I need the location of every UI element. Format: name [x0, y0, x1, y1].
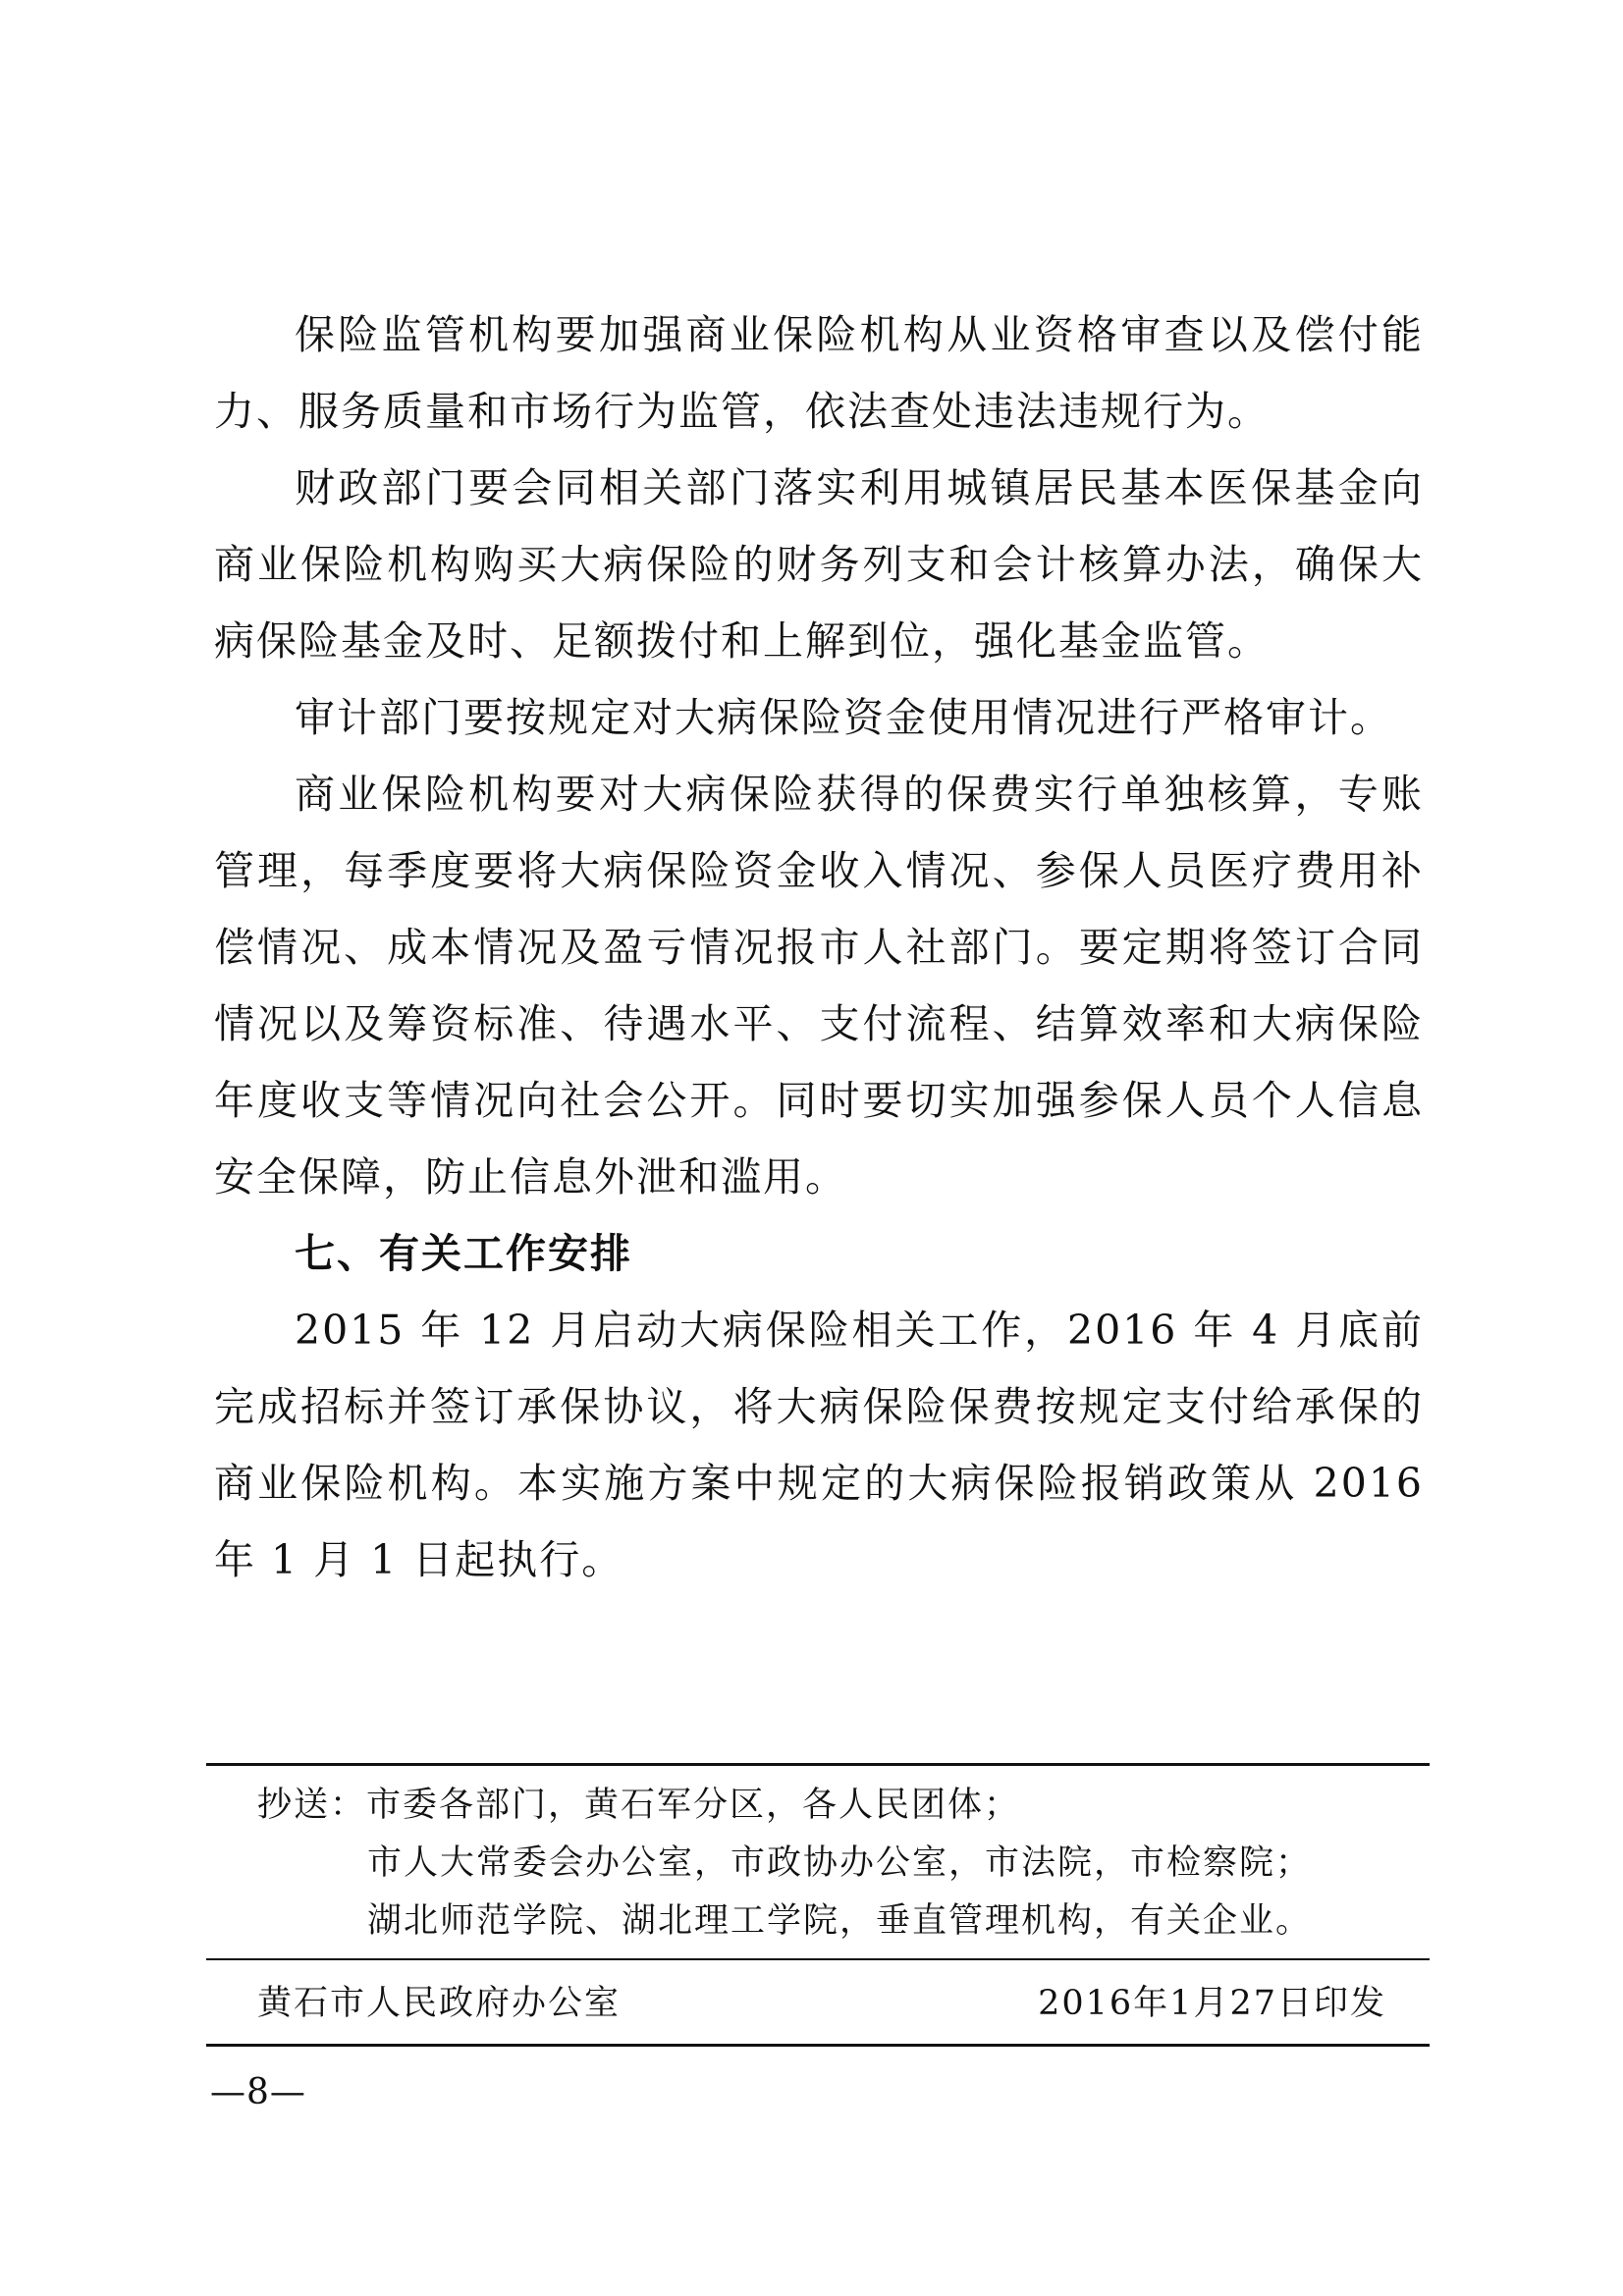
paragraph-commercial-insurers: 商业保险机构要对大病保险获得的保费实行单独核算，专账管理，每季度要将大病保险资金收入情况、参保人员医疗费用补偿情况、成本情况及盈亏情况报市人社部门。要定期将签订合同情况以及筹资标准、待遇水平、支付流程、结算效率和大病保险年度收支等情况向社会公开。同时要切实加强参保人员个人信息安全保障，防止信息外泄和滥用。	[214, 771, 1424, 1201]
paragraph-audit-department: 审计部门要按规定对大病保险资金使用情况进行严格审计。	[295, 694, 1392, 741]
copy-to-line-2: 市人大常委会办公室，市政协办公室，市法院，市检察院；	[367, 1843, 1313, 1883]
footer-top-divider	[206, 1763, 1430, 1766]
copy-to-first-row	[257, 1777, 1416, 1835]
paragraph-finance-department: 财政部门要会同相关部门落实利用城镇居民基本医保基金向商业保险机构购买大病保险的财务列支和会计核算办法，确保大病保险基金及时、足额拨付和上解到位，强化基金监管。	[214, 464, 1424, 665]
section-heading-work-arrangement: 七、有关工作安排	[295, 1230, 632, 1277]
paragraph-insurance-regulator: 保险监管机构要加强商业保险机构从业资格审查以及偿付能力、服务质量和市场行为监管，依法查处违法违规行为。	[214, 311, 1424, 435]
document-body	[214, 296, 1424, 1598]
copy-to-line-3: 湖北师范学院、湖北理工学院，垂直管理机构，有关企业。	[367, 1901, 1313, 1941]
copy-to-section	[257, 1777, 1416, 1950]
issuance-row	[257, 1975, 1386, 2032]
paragraph-timeline: 2015 年 12 月启动大病保险相关工作，2016 年 4 月底前完成招标并签订承保协议，将大病保险保费按规定支付给承保的商业保险机构。本实施方案中规定的大病保险报销政策从 2016 年 1 月 1 日起执行。	[214, 1307, 1424, 1583]
copy-to-label: 抄送：	[257, 1786, 367, 1825]
footer-bottom-divider	[206, 2044, 1430, 2047]
footer-middle-divider	[206, 1958, 1430, 1960]
issuing-office: 黄石市人民政府办公室	[257, 1984, 622, 2023]
issue-date: 2016年1月27日印发	[1038, 1984, 1386, 2023]
copy-to-line-1: 市委各部门，黄石军分区，各人民团体；	[366, 1786, 1021, 1825]
page-number: —8—	[210, 2072, 306, 2112]
